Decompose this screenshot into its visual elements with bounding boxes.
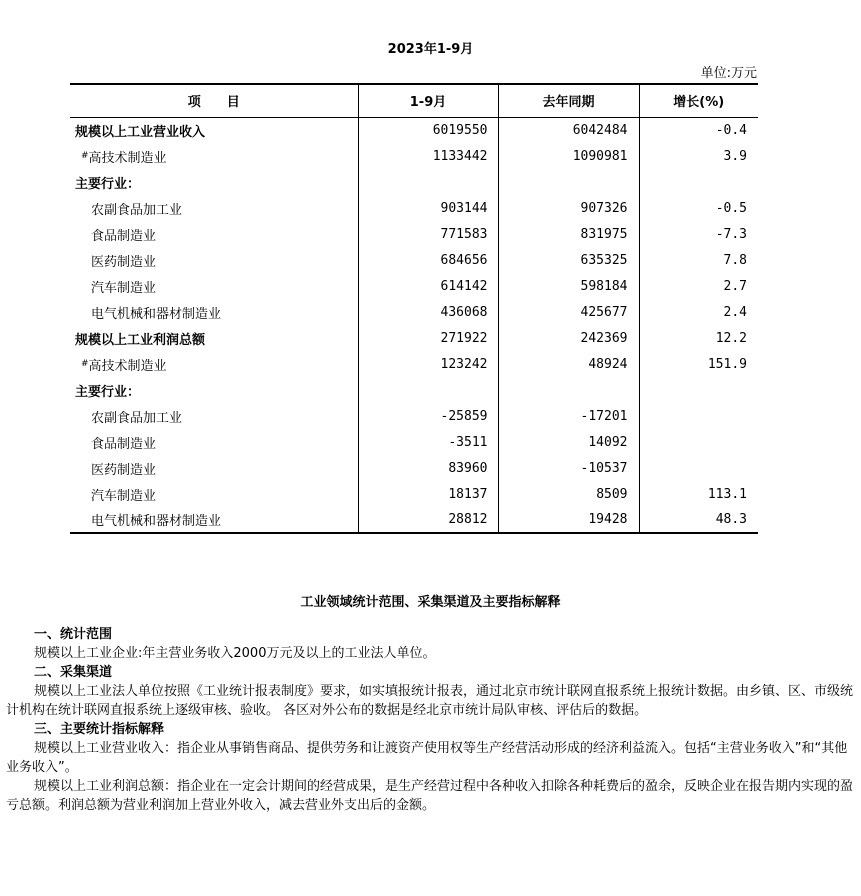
value-current-period: 83960 xyxy=(358,455,498,481)
row-label xyxy=(70,403,358,429)
value-current-period: 271922 xyxy=(358,325,498,351)
value-growth xyxy=(639,455,758,481)
row-label-text: 主要行业： xyxy=(75,384,141,400)
value-growth: 3.9 xyxy=(639,143,758,169)
table-row xyxy=(70,117,758,143)
table-row xyxy=(70,507,758,533)
column-header-item: 项 目 xyxy=(70,84,358,117)
value-growth: 2.4 xyxy=(639,299,758,325)
row-label-text: 规模以上工业利润总额 xyxy=(75,332,206,348)
value-current-period: 28812 xyxy=(358,507,498,533)
table-row xyxy=(70,403,758,429)
row-label-text: 主要行业： xyxy=(75,176,141,192)
row-label xyxy=(70,429,358,455)
row-label-text: 食品制造业 xyxy=(91,228,157,244)
row-label xyxy=(70,169,358,195)
value-last-year: 907326 xyxy=(498,195,639,221)
table-row xyxy=(70,273,758,299)
row-label xyxy=(70,507,358,533)
value-last-year: 598184 xyxy=(498,273,639,299)
value-last-year: 6042484 xyxy=(498,117,639,143)
table-row xyxy=(70,429,758,455)
statistics-table xyxy=(70,83,758,534)
value-last-year: 242369 xyxy=(498,325,639,351)
value-growth: 2.7 xyxy=(639,273,758,299)
value-current-period: 1133442 xyxy=(358,143,498,169)
notes-paragraph: 规模以上工业企业:年主营业务收入2000万元及以上的工业法人单位。 xyxy=(34,646,436,661)
notes-heading: 三、主要统计指标解释 xyxy=(34,722,165,737)
table-row xyxy=(70,481,758,507)
table-header-row xyxy=(70,84,758,117)
row-label xyxy=(70,325,358,351)
row-label xyxy=(70,143,358,169)
table-row xyxy=(70,247,758,273)
value-growth xyxy=(639,377,758,403)
table-row xyxy=(70,221,758,247)
row-label xyxy=(70,377,358,403)
row-label xyxy=(70,117,358,143)
row-label xyxy=(70,221,358,247)
value-last-year: 635325 xyxy=(498,247,639,273)
value-last-year: 8509 xyxy=(498,481,639,507)
value-current-period: 6019550 xyxy=(358,117,498,143)
value-last-year: -17201 xyxy=(498,403,639,429)
footnote-mark: # xyxy=(81,150,89,161)
notes-section xyxy=(6,625,854,815)
value-last-year: 425677 xyxy=(498,299,639,325)
value-growth: 151.9 xyxy=(639,351,758,377)
value-current-period: 771583 xyxy=(358,221,498,247)
row-label xyxy=(70,247,358,273)
value-last-year: 1090981 xyxy=(498,143,639,169)
row-label-text: 规模以上工业营业收入 xyxy=(75,124,206,140)
row-label-text: 医药制造业 xyxy=(91,254,157,270)
row-label xyxy=(70,195,358,221)
footnote-mark: # xyxy=(81,358,89,369)
table-row xyxy=(70,351,758,377)
value-last-year: 48924 xyxy=(498,351,639,377)
value-growth xyxy=(639,169,758,195)
row-label xyxy=(70,299,358,325)
value-current-period: 123242 xyxy=(358,351,498,377)
row-label-text: 食品制造业 xyxy=(91,436,157,452)
value-current-period xyxy=(358,169,498,195)
notes-heading: 二、采集渠道 xyxy=(34,665,113,680)
table-body xyxy=(70,117,758,533)
unit-label: 单位:万元 xyxy=(700,66,757,81)
report-period: 2023年1-9月 xyxy=(387,42,474,57)
row-label-text: 高技术制造业 xyxy=(88,150,167,166)
table-row xyxy=(70,195,758,221)
column-header-last-year: 去年同期 xyxy=(498,84,639,117)
value-growth xyxy=(639,403,758,429)
value-growth: 113.1 xyxy=(639,481,758,507)
value-current-period: 436068 xyxy=(358,299,498,325)
table-row xyxy=(70,377,758,403)
row-label-text: 农副食品加工业 xyxy=(91,202,183,218)
table-row xyxy=(70,299,758,325)
column-header-growth: 增长(%) xyxy=(639,84,758,117)
notes-paragraph: 规模以上工业利润总额：指企业在一定会计期间的经营成果，是生产经营过程中各种收入扣除各种耗费后的盈余，反映企业在报告期内实现的盈亏总额。利润总额为营业利润加上营业外收入，减去营业外支出后的金额。 xyxy=(6,779,854,813)
value-current-period: 903144 xyxy=(358,195,498,221)
row-label-text: 农副食品加工业 xyxy=(91,410,183,426)
row-label xyxy=(70,351,358,377)
value-current-period xyxy=(358,377,498,403)
row-label-text: 电气机械和器材制造业 xyxy=(91,306,222,322)
column-header-period: 1-9月 xyxy=(358,84,498,117)
row-label xyxy=(70,273,358,299)
value-growth: -7.3 xyxy=(639,221,758,247)
table-row xyxy=(70,325,758,351)
table-row xyxy=(70,455,758,481)
notes-heading: 一、统计范围 xyxy=(34,627,113,642)
value-last-year: -10537 xyxy=(498,455,639,481)
notes-paragraph: 规模以上工业营业收入：指企业从事销售商品、提供劳务和让渡资产使用权等生产经营活动形成的经济利益流入。包括“主营业务收入”和“其他业务收入”。 xyxy=(6,741,848,775)
notes-paragraph: 规模以上工业法人单位按照《工业统计报表制度》要求，如实填报统计报表，通过北京市统计联网直报系统上报统计数据。由乡镇、区、市级统计机构在统计联网直报系统上逐级审核、验收。 各区对外公布的数据是经北京市统计局队审核、评估后的数据。 xyxy=(6,684,854,718)
value-last-year xyxy=(498,377,639,403)
value-current-period: 614142 xyxy=(358,273,498,299)
value-current-period: -25859 xyxy=(358,403,498,429)
row-label-text: 汽车制造业 xyxy=(91,488,157,504)
value-growth: 12.2 xyxy=(639,325,758,351)
row-label-text: 电气机械和器材制造业 xyxy=(91,514,222,529)
notes-title: 工业领域统计范围、采集渠道及主要指标解释 xyxy=(300,595,561,610)
row-label-text: 高技术制造业 xyxy=(88,358,167,374)
value-current-period: 684656 xyxy=(358,247,498,273)
value-last-year: 831975 xyxy=(498,221,639,247)
row-label xyxy=(70,455,358,481)
value-current-period: 18137 xyxy=(358,481,498,507)
value-growth: -0.4 xyxy=(639,117,758,143)
value-last-year: 19428 xyxy=(498,507,639,533)
value-last-year xyxy=(498,169,639,195)
row-label xyxy=(70,481,358,507)
value-last-year: 14092 xyxy=(498,429,639,455)
value-growth: -0.5 xyxy=(639,195,758,221)
table-row xyxy=(70,169,758,195)
row-label-text: 汽车制造业 xyxy=(91,280,157,296)
value-growth xyxy=(639,429,758,455)
table-row xyxy=(70,143,758,169)
value-growth: 7.8 xyxy=(639,247,758,273)
value-current-period: -3511 xyxy=(358,429,498,455)
row-label-text: 医药制造业 xyxy=(91,462,157,478)
value-growth: 48.3 xyxy=(639,507,758,533)
